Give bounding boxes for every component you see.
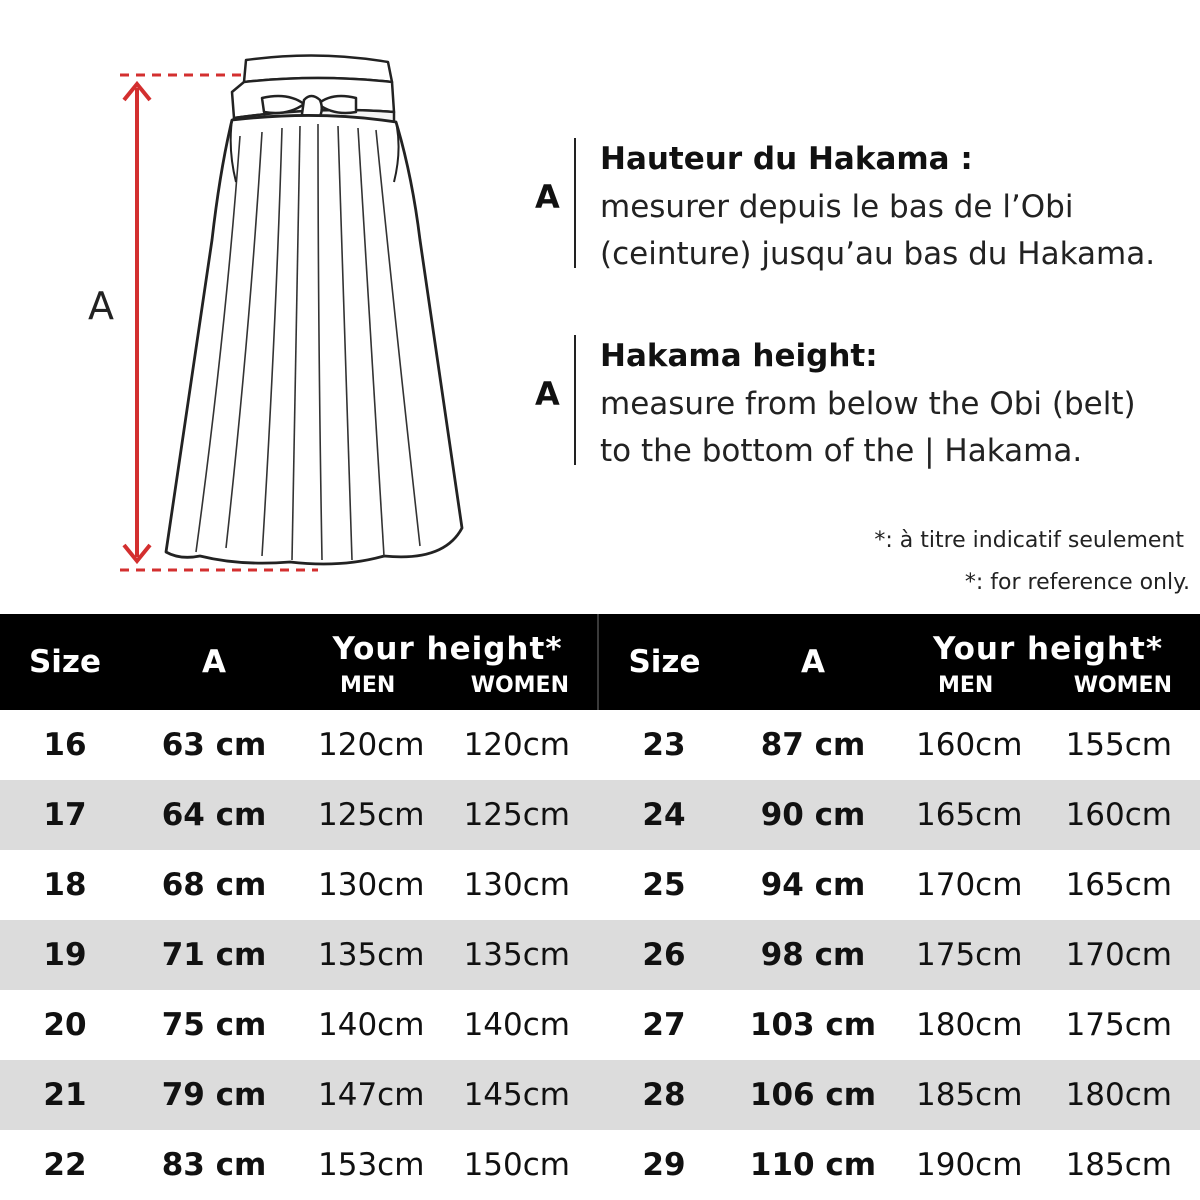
a-length-cell: 63 cm [161, 727, 267, 763]
size-table [0, 614, 1200, 1200]
size-cell: 23 [642, 727, 686, 763]
men-height-value: 147cm [318, 1077, 425, 1113]
size-cell: 24 [598, 780, 730, 850]
women-height-value: 150cm [463, 1147, 570, 1183]
size-cell: 19 [0, 920, 130, 990]
women-height-value: 180cm [1065, 1077, 1172, 1113]
a-length-cell: 79 cm [130, 1060, 298, 1130]
height-cell [896, 780, 1200, 850]
definition-letter: A [535, 178, 560, 216]
a-length-cell: 87 cm [760, 727, 866, 763]
height-cell [298, 920, 598, 990]
men-height-value: 160cm [916, 727, 1023, 763]
definition-title: Hauteur du Hakama : [600, 141, 973, 177]
definition-line: to the bottom of the | Hakama. [600, 433, 1083, 469]
header-your-height-title: Your height* [932, 630, 1164, 667]
a-length-cell: 110 cm [749, 1147, 877, 1183]
a-length-cell: 94 cm [760, 867, 866, 903]
height-cell [896, 850, 1200, 920]
table-header-row [0, 614, 1200, 710]
reference-note-en: *: for reference only. [964, 570, 1190, 595]
header-your-height [298, 614, 598, 710]
hakama-illustration [0, 0, 520, 600]
men-height-value: 135cm [318, 937, 425, 973]
women-height-value: 140cm [463, 1007, 570, 1043]
header-a: A [730, 614, 896, 710]
a-length-cell: 106 cm [730, 1060, 896, 1130]
size-cell: 20 [43, 1007, 87, 1043]
table-row [0, 1130, 1200, 1200]
height-cell [298, 710, 598, 780]
header-size: Size [0, 614, 130, 710]
men-height-value: 130cm [318, 867, 425, 903]
table-row [0, 850, 1200, 920]
size-cell: 18 [43, 867, 87, 903]
header-women: WOMEN [470, 672, 569, 698]
height-cell [896, 920, 1200, 990]
header-your-height [896, 614, 1200, 710]
definition-line: mesurer depuis le bas de l’Obi [600, 188, 1074, 225]
height-cell [298, 850, 598, 920]
header-your-height-title: Your height* [332, 630, 563, 667]
men-height-value: 125cm [318, 797, 425, 833]
women-height-value: 185cm [1065, 1147, 1172, 1183]
definition-line: measure from below the Obi (belt) [600, 385, 1136, 422]
header-a: A [130, 614, 298, 710]
men-height-value: 175cm [916, 937, 1023, 973]
men-height-value: 170cm [916, 867, 1023, 903]
women-height-value: 155cm [1065, 727, 1172, 763]
height-cell [298, 1130, 598, 1200]
women-height-value: 130cm [463, 867, 570, 903]
height-cell [896, 710, 1200, 780]
definition-title: Hakama height: [600, 338, 878, 374]
dimension-label-a: A [88, 284, 114, 328]
men-height-value: 165cm [916, 797, 1023, 833]
a-length-cell: 83 cm [161, 1147, 267, 1183]
a-length-cell: 103 cm [749, 1007, 877, 1043]
a-length-cell: 68 cm [161, 867, 267, 903]
definition-letter: A [535, 375, 560, 413]
men-height-value: 180cm [916, 1007, 1023, 1043]
table-row [0, 990, 1200, 1060]
size-cell: 21 [0, 1060, 130, 1130]
table-row [0, 780, 1200, 850]
size-cell: 28 [598, 1060, 730, 1130]
women-height-value: 145cm [463, 1077, 570, 1113]
reference-note-fr: *: à titre indicatif seulement [874, 528, 1184, 553]
women-height-value: 160cm [1065, 797, 1172, 833]
a-length-cell: 71 cm [130, 920, 298, 990]
hakama-body [166, 115, 462, 564]
women-height-value: 170cm [1065, 937, 1172, 973]
size-cell: 25 [642, 867, 686, 903]
height-cell [298, 1060, 598, 1130]
definition-divider [574, 138, 576, 268]
table-row [0, 920, 1200, 990]
size-cell: 16 [43, 727, 87, 763]
women-height-value: 165cm [1065, 867, 1172, 903]
a-length-cell: 98 cm [730, 920, 896, 990]
height-cell [896, 1060, 1200, 1130]
header-men: MEN [340, 672, 396, 698]
height-cell [298, 990, 598, 1060]
definition-line: (ceinture) jusqu’au bas du Hakama. [600, 236, 1156, 272]
header-size: Size [598, 614, 730, 710]
size-cell: 27 [642, 1007, 686, 1043]
size-cell: 29 [642, 1147, 686, 1183]
women-height-value: 120cm [463, 727, 570, 763]
header-women: WOMEN [1073, 672, 1172, 698]
size-cell: 22 [43, 1147, 87, 1183]
size-cell: 26 [598, 920, 730, 990]
men-height-value: 140cm [318, 1007, 425, 1043]
men-height-value: 120cm [318, 727, 425, 763]
a-length-cell: 64 cm [130, 780, 298, 850]
men-height-value: 185cm [916, 1077, 1023, 1113]
definition-divider [574, 335, 576, 465]
women-height-value: 135cm [463, 937, 570, 973]
women-height-value: 125cm [463, 797, 570, 833]
a-length-cell: 90 cm [730, 780, 896, 850]
table-row [0, 1060, 1200, 1130]
size-cell: 17 [0, 780, 130, 850]
header-men: MEN [938, 672, 994, 698]
men-height-value: 153cm [318, 1147, 425, 1183]
women-height-value: 175cm [1065, 1007, 1172, 1043]
height-cell [896, 1130, 1200, 1200]
a-length-cell: 75 cm [161, 1007, 267, 1043]
men-height-value: 190cm [916, 1147, 1023, 1183]
height-cell [298, 780, 598, 850]
height-cell [896, 990, 1200, 1060]
table-row [0, 710, 1200, 780]
